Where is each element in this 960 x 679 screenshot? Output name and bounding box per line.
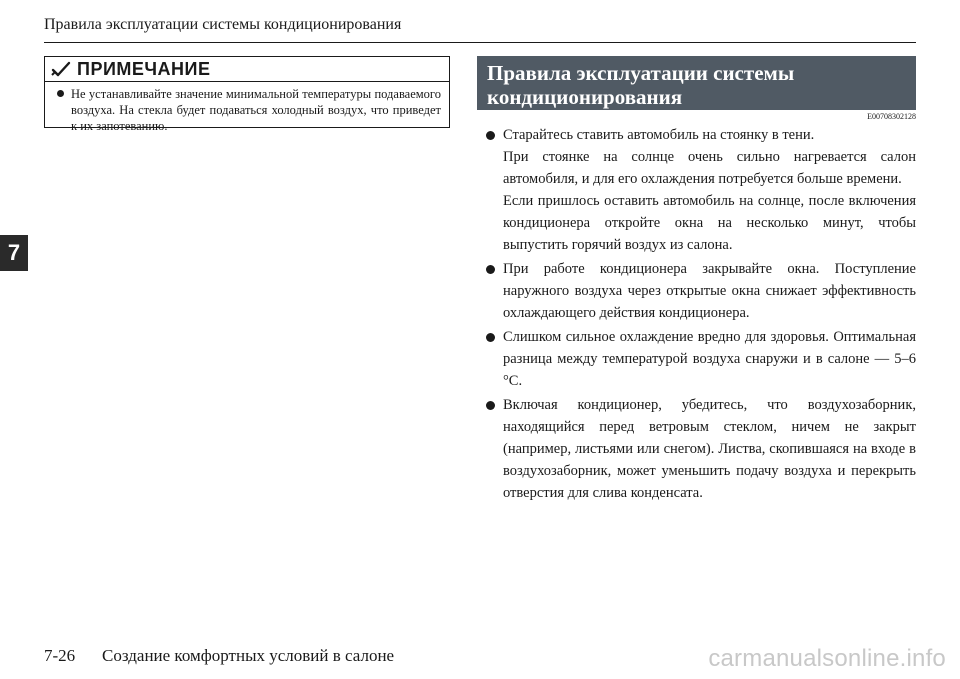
header-divider — [44, 42, 916, 43]
note-title: ПРИМЕЧАНИЕ — [77, 58, 211, 79]
bullet-dot — [57, 90, 64, 97]
note-body — [45, 82, 449, 134]
bullet-dot — [486, 131, 495, 140]
chapter-tab: 7 — [0, 235, 28, 271]
note-text: Не устанавливайте значение минимальной температуры подаваемого воздуха. На стекла будет подаваться холодный воздух, что приведет к их запотеванию. — [71, 87, 441, 133]
bullet-list — [477, 124, 916, 506]
document-code: E00708302128 — [867, 112, 916, 121]
bullet-dot — [486, 265, 495, 274]
list-item-text: Если пришлось оставить автомобиль на солнце, после включения кондиционера откройте окна на несколько минут, чтобы выпустить горячий воздух из салона. — [503, 193, 916, 253]
page-number: 7-26 — [44, 646, 76, 665]
note-header — [45, 57, 449, 82]
section-title-line2: кондиционирования — [487, 85, 683, 109]
list-item-text: Слишком сильное охлаждение вредно для здоровья. Оптимальная разница между температурой воздуха снаружи и в салоне — 5–6 °C. — [503, 329, 916, 389]
running-header: Правила эксплуатации системы кондиционирования — [44, 16, 402, 33]
section-heading — [477, 56, 916, 110]
list-item-text: При стоянке на солнце очень сильно нагревается салон автомобиля, и для его охлаждения потребуется больше времени. — [503, 149, 916, 187]
list-item-text: При работе кондиционера закрывайте окна. Поступление наружного воздуха через открытые окна снижает эффективность охлаждающего действия кондиционера. — [503, 261, 916, 321]
watermark: carmanualsonline.info — [708, 645, 946, 672]
bullet-dot — [486, 401, 495, 410]
list-item — [477, 394, 916, 504]
note-box — [44, 56, 450, 133]
bullet-dot — [486, 333, 495, 342]
list-item-text: Включая кондиционер, убедитесь, что воздухозаборник, находящийся перед ветровым стеклом, ничем не закрыт (например, листьями или снегом). Листва, скопившаяся на входе в воздухозаборник, может уменьшить подачу воздуха и перекрыть отверстия для слива конденсата. — [503, 397, 916, 501]
footer-chapter-title: Создание комфортных условий в салоне — [102, 646, 395, 665]
pencil-icon — [51, 61, 71, 77]
list-item — [477, 326, 916, 392]
list-item-text: Старайтесь ставить автомобиль на стоянку в тени. — [503, 127, 815, 143]
list-item — [477, 258, 916, 324]
list-item — [477, 124, 916, 256]
section-title-line1: Правила эксплуатации системы — [487, 61, 795, 85]
